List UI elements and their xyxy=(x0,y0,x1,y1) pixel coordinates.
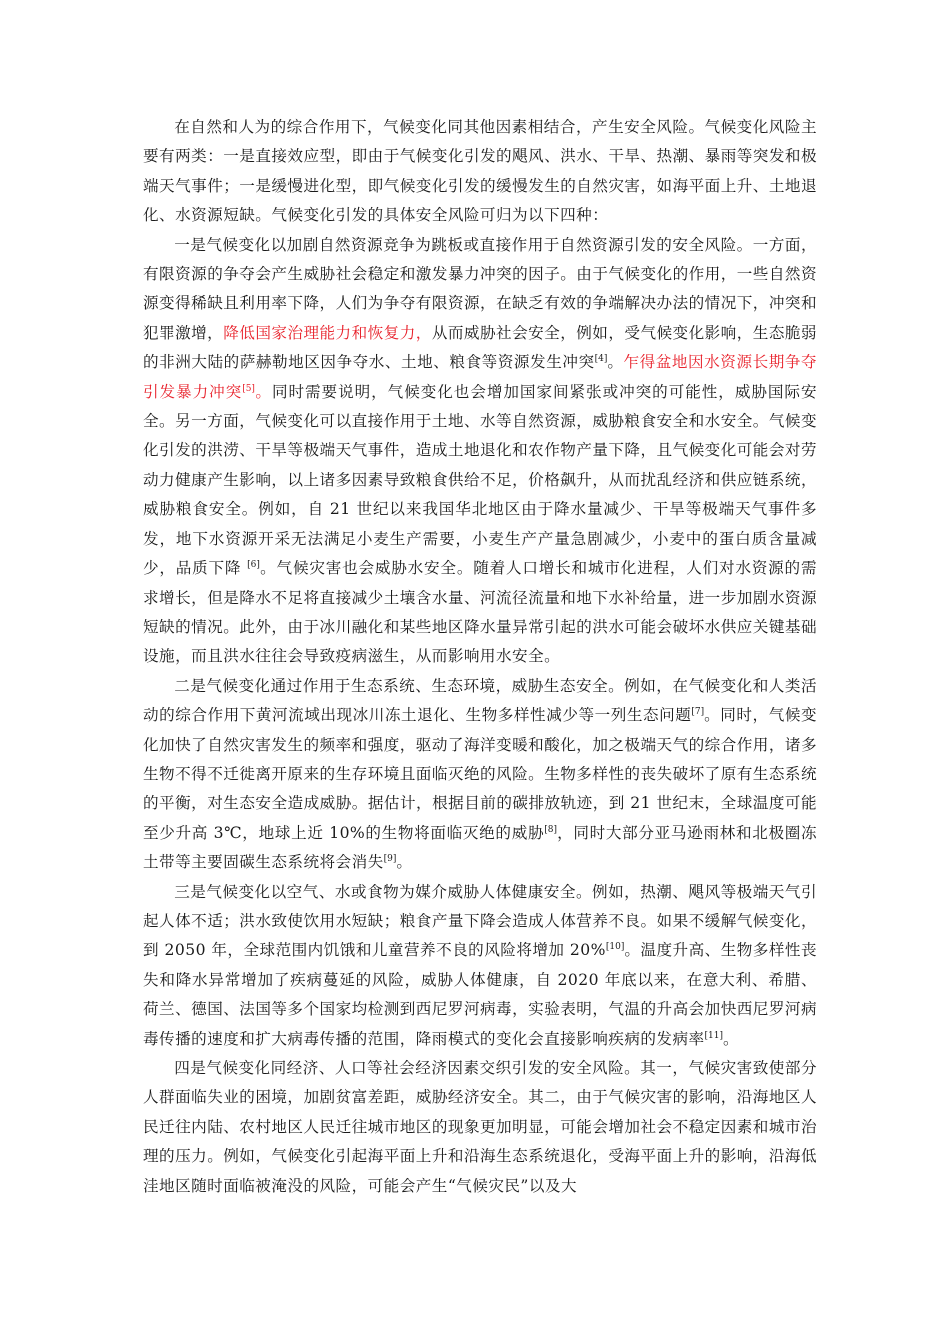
text-segment: 从而威胁社会安全，例如，受气候变化影响，生态脆弱的非洲大陆的萨赫勒地区因争夺水、土地、粮食等资源发生冲突 xyxy=(143,323,817,372)
text-segment: 在自然和人为的综合作用下，气候变化同其他因素相结合，产生安全风险。气候变化风险主要有两类：一是直接效应型，即由于气候变化引发的飓风、洪水、干旱、热潮、暴雨等突发和极端天气事件；一是缓慢进化型，即气候变化引发的缓慢发生的自然灾害，如海平面上升、土地退化、水资源短缺。气候变化引发的具体安全风险可归为以下四种： xyxy=(143,118,817,225)
text-segment: 。 xyxy=(607,353,624,372)
paragraph-resource-risk xyxy=(143,231,817,672)
document-body xyxy=(143,113,817,1201)
text-segment: 一是气候变化以加剧自然资源竞争为跳板或直接作用于自然资源引发的安全风险。一方面，有限资源的争夺会产生威胁社会稳定和激发暴力冲突的因子。由于气候变化的作用，一些自然资源变得稀缺且利用率下降，人们为争夺有限资源，在缺乏有效的争端解决办法的情况下，冲突和犯罪激增， xyxy=(143,235,817,342)
highlighted-text: 乍得盆地因水资源长期争夺引发暴力冲突 xyxy=(143,353,817,401)
citation-ref: [6] xyxy=(247,559,260,570)
citation-ref: [8] xyxy=(544,824,557,835)
paragraph-intro xyxy=(143,113,817,231)
citation-ref: [5] xyxy=(242,383,255,394)
text-segment: ，同时大部分亚马逊雨林和北极圈冻土带等主要固碳生态系统将会消失 xyxy=(143,823,818,872)
text-segment: 二是气候变化通过作用于生态系统、生态环境，威胁生态安全。例如，在气候变化和人类活动的综合作用下黄河流域出现冰川冻土退化、生物多样性减少等一列生态问题 xyxy=(143,676,817,725)
citation-ref: [10] xyxy=(605,942,625,953)
citation-ref: [4] xyxy=(594,354,608,365)
text-segment: 。同时，气候变化加快了自然灾害发生的频率和强度，驱动了海洋变暖和酸化，加之极端天气的综合作用，诸多生物不得不迁徙离开原来的生存环境且面临灭绝的风险。生物多样性的丧失破坏了原有生态系统的平衡，对生态安全造成威胁。据估计，根据目前的碳排放轨迹，到 21 世纪末，全球温度可能至少升高 3℃，地球上近 10%的生物将面临灭绝的威胁 xyxy=(143,706,817,842)
paragraph-ecology-risk xyxy=(143,672,817,878)
text-segment: 。温度升高、生物多样性丧失和降水异常增加了疾病蔓延的风险，威胁人体健康，自 2020 年底以来，在意大利、希腊、荷兰、德国、法国等多个国家均检测到西尼罗河病毒，实验表明，气温的升高会加快西尼罗河病毒传播的速度和扩大病毒传播的范围，降雨模式的变化会直接影响疾病的发病率 xyxy=(143,941,817,1048)
text-segment: 。 xyxy=(396,853,413,872)
paragraph-health-risk xyxy=(143,878,817,1054)
text-segment: 。 xyxy=(723,1029,740,1048)
citation-ref: [9] xyxy=(383,853,397,864)
paragraph-socioeconomic-risk xyxy=(143,1054,817,1201)
text-segment: 三是气候变化以空气、水或食物为媒介威胁人体健康安全。例如，热潮、飓风等极端天气引起人体不适；洪水致使饮用水短缺；粮食产量下降会造成人体营养不良。如果不缓解气候变化，到 2050 年，全球范围内饥饿和儿童营养不良的风险将增加 20% xyxy=(143,882,817,960)
text-segment: 四是气候变化同经济、人口等社会经济因素交织引发的安全风险。其一，气候灾害致使部分人群面临失业的困境，加剧贫富差距，威胁经济安全。其二，由于气候灾害的影响，沿海地区人民迁往内陆、农村地区人民迁往城市地区的现象更加明显，可能会增加社会不稳定因素和城市治理的压力。例如，气候变化引起海平面上升和沿海生态系统退化，受海平面上升的影响，沿海低洼地区随时面临被淹没的风险，可能会产生“气候灾民”以及大 xyxy=(143,1059,817,1195)
citation-ref: [11] xyxy=(704,1030,724,1041)
text-segment: 。气候灾害也会威胁水安全。随着人口增长和城市化进程，人们对水资源的需求增长，但是降水不足将直接减少土壤含水量、河流径流量和地下水补给量，进一步加剧水资源短缺的情况。此外，由于冰川融化和某些地区降水量异常引起的洪水可能会破坏水供应关键基础设施，而且洪水往往会导致疫病滋生，从而影响用水安全。 xyxy=(143,559,817,666)
text-segment: 同时需要说明，气候变化也会增加国家间紧张或冲突的可能性，威胁国际安全。另一方面，气候变化可以直接作用于土地、水等自然资源，威胁粮食安全和水安全。气候变化引发的洪涝、干旱等极端天气事件，造成土地退化和农作物产量下降，且气候变化可能会对劳动力健康产生影响，以上诸多因素导致粮食供给不足，价格飙升，从而扰乱经济和供应链系统，威胁粮食安全。例如，自 21 世纪以来我国华北地区由于降水量减少、干旱等极端天气事件多发，地下水资源开采无法满足小麦生产需要，小麦生产产量急剧减少，小麦中的蛋白质含量减少，品质下降 xyxy=(143,382,818,578)
citation-ref: [7] xyxy=(691,706,705,717)
highlighted-text: 降低国家治理能力和恢复力， xyxy=(223,323,432,342)
highlighted-text: 。 xyxy=(254,382,272,401)
